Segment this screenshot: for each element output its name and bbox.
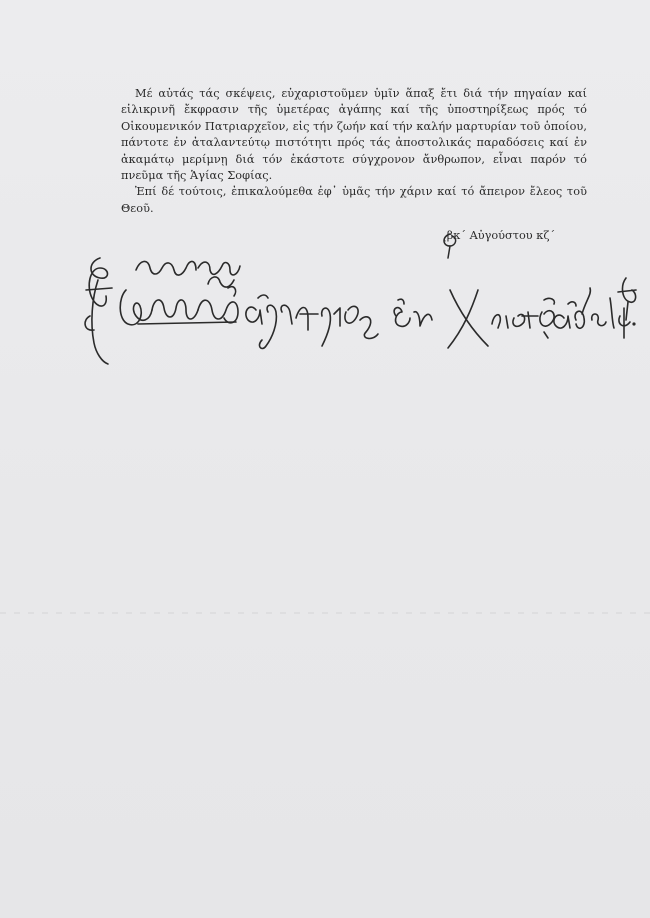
paper-fold-line — [0, 612, 650, 614]
signature-drawing — [78, 228, 638, 373]
paragraph-blessing: Ἐπί δέ τούτοις, ἐπικαλούμεθα ἐφ᾽ ὑμᾶς τήν χάριν καί τό ἄπειρον ἔλεος τοῦ Θεοῦ. — [121, 185, 587, 215]
letter-body — [121, 86, 587, 217]
letter-date: ˏβκ΄ Αὐγούστου κζ΄ — [443, 229, 556, 242]
paragraph-gratitude: Μέ αὐτάς τάς σκέψεις, εὐχαριστοῦμεν ὑμῖν ἅπαξ ἔτι διά τήν πηγαίαν καί εἰλικρινῆ ἔκφρασιν τῆς ὑμετέρας ἀγάπης καί τῆς ὑποστηρίξεως πρός τό Οἰκουμενικόν Πατριαρχεῖον, εἰς τήν ζωήν καί τήν καλήν μαρτυρίαν τοῦ ὁποίου, πάντοτε ἐν ἀταλαντεύτῳ πιστότητι πρός τάς ἀποστολικάς παραδόσεις καί ἐν ἀκαμάτῳ μερίμνῃ διά τόν ἑκάστοτε σύγχρονον ἄνθρωπον, εἶναι παρόν τό πνεῦμα τῆς Ἁγίας Σοφίας. — [121, 87, 587, 183]
handwritten-signature — [78, 228, 638, 373]
